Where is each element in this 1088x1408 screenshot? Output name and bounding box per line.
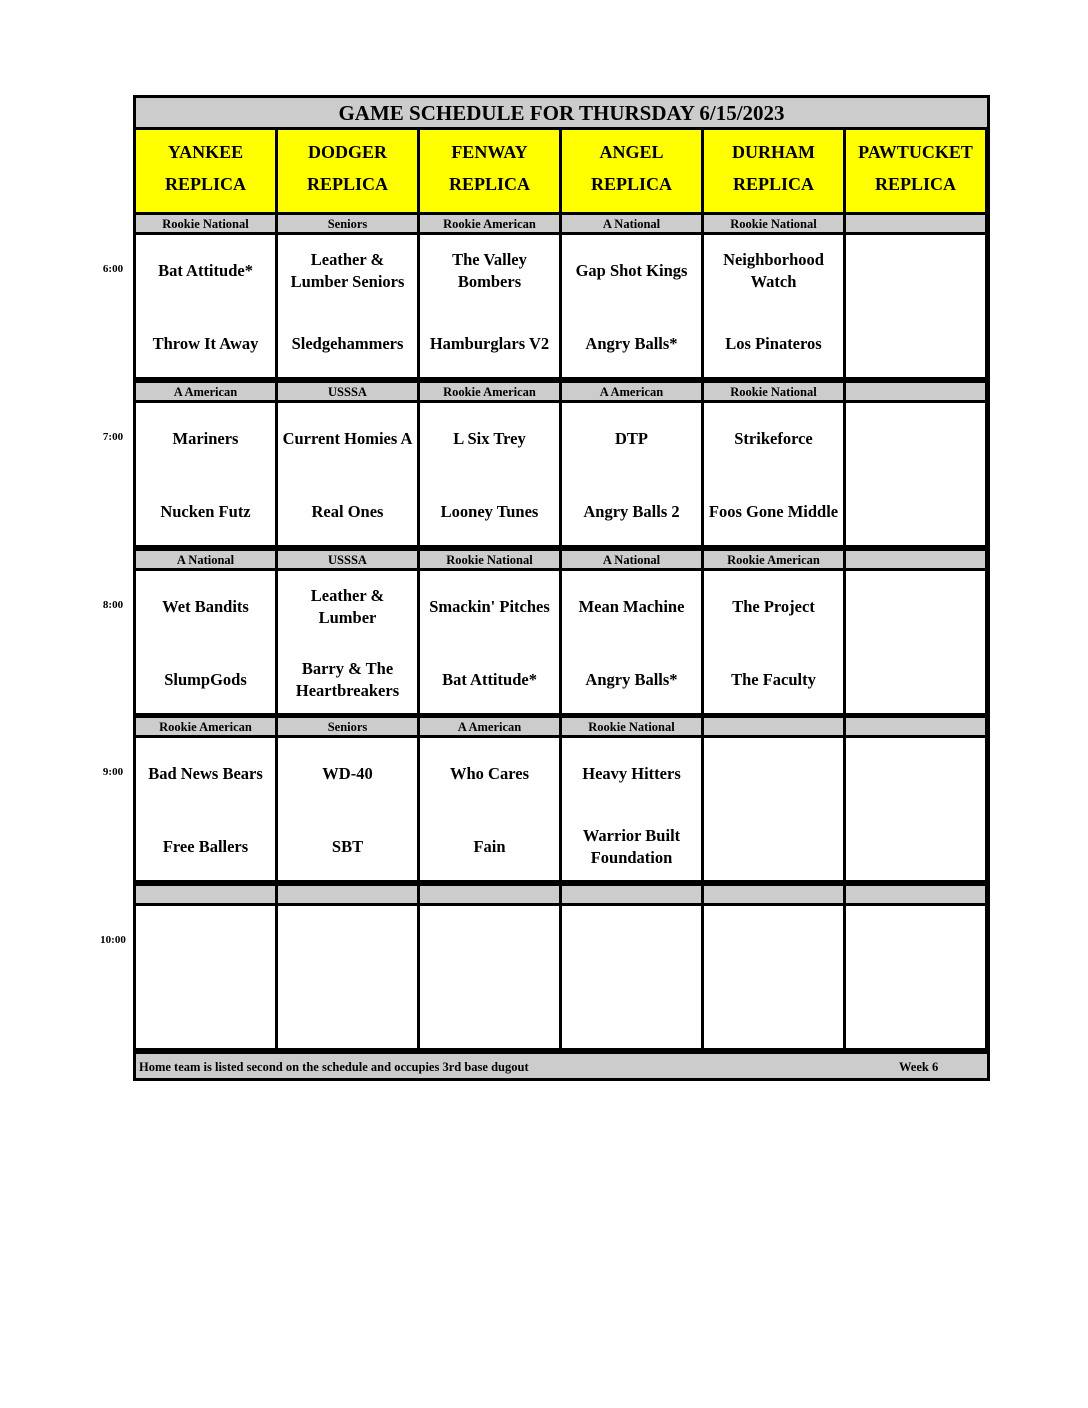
- visiting-team: [704, 918, 843, 966]
- home-team: Los Pinateros: [725, 334, 822, 353]
- division-label: USSSA: [278, 551, 417, 568]
- home-team: Nucken Futz: [160, 501, 251, 521]
- game-cell: [136, 571, 275, 713]
- division-label: Rookie National: [136, 215, 275, 232]
- field-subtitle: REPLICA: [874, 174, 956, 194]
- division-label: USSSA: [278, 383, 417, 400]
- division-label: A American: [562, 383, 701, 400]
- division-label: A American: [136, 383, 275, 400]
- game-cell: [846, 235, 985, 377]
- game-cell: [846, 738, 985, 880]
- division-label: A American: [420, 718, 559, 735]
- game-cell: [420, 235, 559, 377]
- home-team: Angry Balls*: [585, 334, 678, 353]
- visiting-team: [562, 918, 701, 966]
- visiting-team: Current Homies A: [282, 428, 413, 448]
- field-subtitle: REPLICA: [732, 174, 814, 194]
- home-team: [278, 991, 417, 1039]
- visiting-team: [420, 918, 559, 966]
- game-cell: [420, 403, 559, 545]
- game-cell: [278, 571, 417, 713]
- field-name: DODGER: [307, 142, 387, 162]
- field-name: DURHAM: [732, 142, 815, 162]
- division-label: Rookie American: [420, 215, 559, 232]
- field-name: FENWAY: [451, 142, 528, 162]
- division-label: A National: [562, 551, 701, 568]
- game-cell: [846, 403, 985, 545]
- game-cell: [704, 235, 843, 377]
- visiting-team: The Valley Bombers: [452, 250, 527, 291]
- visiting-team: Mariners: [172, 428, 239, 448]
- game-cell: [562, 571, 701, 713]
- division-label: Seniors: [278, 718, 417, 735]
- home-team: [704, 991, 843, 1039]
- home-team: SBT: [331, 837, 364, 857]
- visiting-team: WD-40: [322, 764, 373, 784]
- schedule-footer: [136, 1054, 987, 1078]
- division-label: [846, 215, 985, 232]
- home-team: Bat Attitude*: [442, 669, 537, 689]
- field-subtitle: REPLICA: [164, 174, 246, 194]
- field-header: [278, 130, 417, 212]
- field-header: [846, 130, 985, 212]
- home-team: Angry Balls 2: [583, 501, 680, 521]
- division-label: Rookie American: [420, 383, 559, 400]
- home-team-note: Home team is listed second on the schedule and occupies 3rd base dugout: [139, 1060, 529, 1074]
- home-team: [846, 656, 985, 704]
- visiting-team: [704, 750, 843, 798]
- home-team: Warrior Built Foundation: [582, 826, 681, 868]
- home-team: [846, 488, 985, 536]
- home-team: The Faculty: [731, 669, 816, 689]
- home-team: Foos Gone Middle: [708, 501, 839, 521]
- visiting-team: [846, 750, 985, 798]
- home-team: [420, 991, 559, 1039]
- visiting-team: Leather & Lumber Seniors: [290, 250, 405, 291]
- time-label: 6:00: [102, 263, 124, 275]
- field-header: [562, 130, 701, 212]
- home-team: [136, 991, 275, 1039]
- game-cell: [704, 906, 843, 1048]
- division-label: [846, 718, 985, 735]
- game-cell: [136, 906, 275, 1048]
- field-subtitle: REPLICA: [306, 174, 388, 194]
- division-label: [562, 886, 701, 903]
- division-label: Rookie American: [704, 551, 843, 568]
- schedule-sheet: [133, 95, 990, 1081]
- visiting-team: Who Cares: [450, 764, 529, 784]
- game-cell: [846, 571, 985, 713]
- home-team: Looney Tunes: [440, 501, 539, 521]
- game-cell: [562, 738, 701, 880]
- schedule-title: GAME SCHEDULE FOR THURSDAY 6/15/2023: [136, 98, 987, 127]
- home-team: [846, 991, 985, 1039]
- division-label: [704, 718, 843, 735]
- home-team: Free Ballers: [162, 837, 249, 857]
- game-cell: [846, 906, 985, 1048]
- game-cell: [278, 235, 417, 377]
- home-team: [846, 823, 985, 871]
- home-team: Angry Balls*: [585, 669, 678, 689]
- game-cell: [136, 403, 275, 545]
- visiting-team: [846, 247, 985, 295]
- field-header: [704, 130, 843, 212]
- division-label: Rookie National: [420, 551, 559, 568]
- division-label: [704, 886, 843, 903]
- home-team: Sledgehammers: [291, 334, 404, 353]
- game-cell: [420, 906, 559, 1048]
- visiting-team: Strikeforce: [734, 428, 813, 448]
- visiting-team: [846, 583, 985, 631]
- visiting-team: DTP: [615, 428, 648, 448]
- game-cell: [278, 738, 417, 880]
- division-label: [420, 886, 559, 903]
- home-team: [846, 320, 985, 368]
- game-cell: [420, 738, 559, 880]
- time-label: 7:00: [102, 430, 124, 443]
- visiting-team: Bat Attitude*: [158, 261, 253, 280]
- week-label: Week 6: [899, 1060, 939, 1074]
- division-label: [846, 886, 985, 903]
- field-name: ANGEL: [599, 142, 664, 162]
- division-label: Rookie American: [136, 718, 275, 735]
- game-cell: [136, 235, 275, 377]
- visiting-team: Neighborhood Watch: [723, 250, 824, 291]
- home-team: SlumpGods: [164, 669, 247, 689]
- home-team: Throw It Away: [152, 334, 259, 353]
- division-label: [278, 886, 417, 903]
- field-name: PAWTUCKET: [858, 142, 973, 162]
- visiting-team: [278, 918, 417, 966]
- time-label: 9:00: [102, 766, 124, 779]
- division-label: A National: [136, 551, 275, 568]
- visiting-team: [846, 918, 985, 966]
- division-label: Rookie National: [704, 383, 843, 400]
- division-label: [846, 551, 985, 568]
- game-cell: [562, 403, 701, 545]
- field-subtitle: REPLICA: [448, 174, 530, 194]
- visiting-team: Leather & Lumber: [310, 585, 385, 627]
- game-cell: [562, 235, 701, 377]
- visiting-team: The Project: [732, 596, 815, 616]
- game-cell: [420, 571, 559, 713]
- visiting-team: Heavy Hitters: [582, 764, 681, 784]
- field-header: [420, 130, 559, 212]
- time-label: 8:00: [102, 598, 124, 611]
- game-cell: [562, 906, 701, 1048]
- home-team: Fain: [473, 837, 506, 857]
- home-team: Barry & The Heartbreakers: [295, 658, 400, 700]
- visiting-team: Bad News Bears: [148, 764, 263, 784]
- game-cell: [278, 906, 417, 1048]
- game-cell: [704, 738, 843, 880]
- division-label: Rookie National: [562, 718, 701, 735]
- visiting-team: L Six Trey: [453, 428, 526, 448]
- time-label: 10:00: [100, 934, 126, 947]
- game-cell: [704, 571, 843, 713]
- division-label: Rookie National: [704, 215, 843, 232]
- visiting-team: [846, 415, 985, 463]
- game-cell: [136, 738, 275, 880]
- game-cell: [704, 403, 843, 545]
- field-subtitle: REPLICA: [590, 174, 672, 194]
- field-name: YANKEE: [167, 142, 244, 162]
- game-cell: [278, 403, 417, 545]
- home-team: Hamburglars V2: [429, 334, 550, 353]
- home-team: [704, 823, 843, 871]
- visiting-team: Gap Shot Kings: [575, 261, 688, 280]
- visiting-team: Mean Machine: [578, 596, 685, 616]
- division-label: A National: [562, 215, 701, 232]
- division-label: Seniors: [278, 215, 417, 232]
- field-header: [136, 130, 275, 212]
- division-label: [136, 886, 275, 903]
- visiting-team: [136, 918, 275, 966]
- home-team: [562, 991, 701, 1039]
- visiting-team: Wet Bandits: [162, 596, 249, 616]
- home-team: Real Ones: [311, 501, 384, 521]
- visiting-team: Smackin' Pitches: [429, 596, 550, 616]
- division-label: [846, 383, 985, 400]
